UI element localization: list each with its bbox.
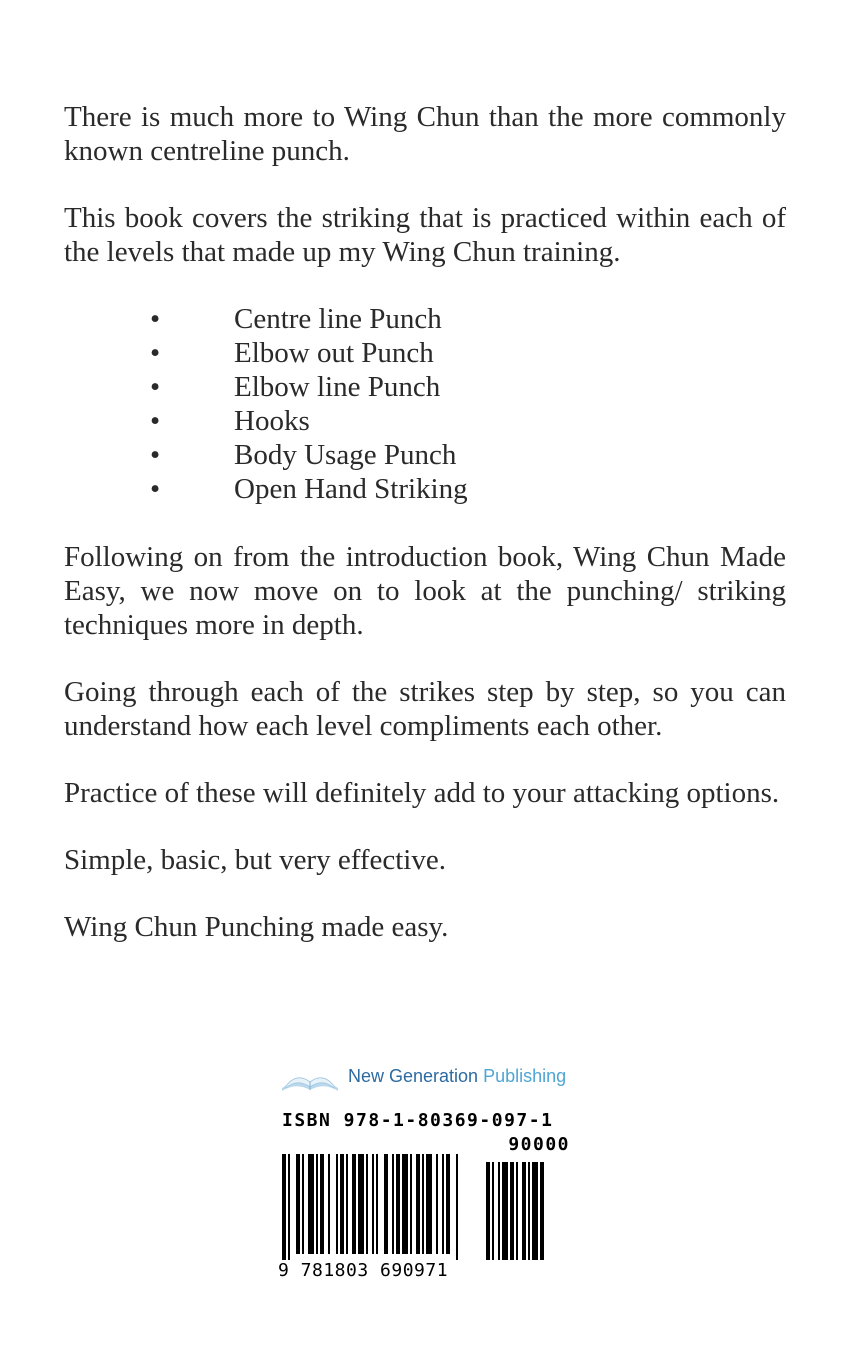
open-book-icon [280,1064,340,1094]
barcode-bar [340,1154,344,1254]
addon-barcode-bar [498,1162,500,1260]
list-item-label: Hooks [234,405,310,437]
publisher-name-main: New Generation [348,1066,479,1086]
barcode-bar [392,1154,394,1254]
addon-barcode-bar [540,1162,544,1260]
list-item [64,336,786,370]
list-item-label: Elbow out Punch [234,337,434,369]
addon-barcode-bar [522,1162,526,1260]
list-item [64,370,786,404]
paragraph-followup: Following on from the introduction book, Wing Chun Made Easy, we now move on to look at the punching/ striking techniques more in depth. [64,541,786,641]
barcode-bar [288,1154,290,1260]
barcode-bar [446,1154,450,1254]
barcode-bar [402,1154,408,1254]
price-code: 90000 [508,1134,570,1155]
barcode-bar [346,1154,348,1254]
paragraph-step-by-step: Going through each of the strikes step by step, so you can understand how each level compliments each other. [64,676,786,742]
barcode-bar [426,1154,432,1254]
bullet-icon: • [150,405,161,437]
addon-barcode-bar [486,1162,490,1260]
barcode-bar [456,1154,458,1260]
paragraph-book-scope: This book covers the striking that is practiced within each of the levels that made up my Wing Chun training. [64,202,786,268]
list-item-label: Open Hand Striking [234,473,468,505]
list-item [64,404,786,438]
barcode-bar [352,1154,356,1254]
addon-barcode-bar [516,1162,518,1260]
addon-barcode-bar [532,1162,538,1260]
barcode-bar [302,1154,304,1254]
barcode-bar [372,1154,374,1254]
paragraph-intro: There is much more to Wing Chun than the more commonly known centreline punch. [64,101,786,167]
barcode-bar [442,1154,444,1254]
barcode-bar [358,1154,364,1254]
barcode-bar [376,1154,378,1254]
bullet-icon: • [150,371,161,403]
paragraph-practice: Practice of these will definitely add to your attacking options. [64,777,780,809]
bullet-icon: • [150,439,161,471]
barcode-bar [316,1154,318,1254]
barcode-bar [410,1154,412,1254]
list-item-label: Body Usage Punch [234,439,457,471]
bullet-icon: • [150,303,161,335]
publisher-name [348,1066,566,1087]
addon-barcode-bar [528,1162,530,1260]
barcode-bar [384,1154,388,1254]
addon-barcode-bar [492,1162,494,1260]
barcode-bar [296,1154,300,1254]
list-item [64,472,786,506]
ean-digits: 9 781803 690971 [278,1260,449,1281]
back-cover-text [64,100,786,977]
barcode-bar [416,1154,420,1254]
barcode-icon [278,1154,574,1262]
paragraph-simple: Simple, basic, but very effective. [64,844,446,876]
barcode-bar [308,1154,314,1254]
list-item-label: Elbow line Punch [234,371,441,403]
addon-barcode-bar [502,1162,508,1260]
list-item [64,302,786,336]
isbn-text: ISBN 978-1-80369-097-1 [282,1110,554,1131]
publisher-name-suffix: Publishing [483,1066,567,1086]
addon-barcode-bar [510,1162,514,1260]
barcode-bar [282,1154,286,1260]
barcode-bar [366,1154,368,1254]
list-item [64,438,786,472]
list-item-label: Centre line Punch [234,303,442,335]
barcode-bar [396,1154,400,1254]
barcode-bar [328,1154,330,1254]
barcode-bar [320,1154,324,1254]
publisher-logo [280,1060,580,1100]
strike-list [64,302,786,506]
bullet-icon: • [150,337,161,369]
barcode-bar [422,1154,424,1254]
barcode-block [278,1110,574,1285]
barcode-bar [436,1154,438,1254]
bullet-icon: • [150,473,161,505]
paragraph-tagline: Wing Chun Punching made easy. [64,911,449,943]
barcode-bar [336,1154,338,1254]
